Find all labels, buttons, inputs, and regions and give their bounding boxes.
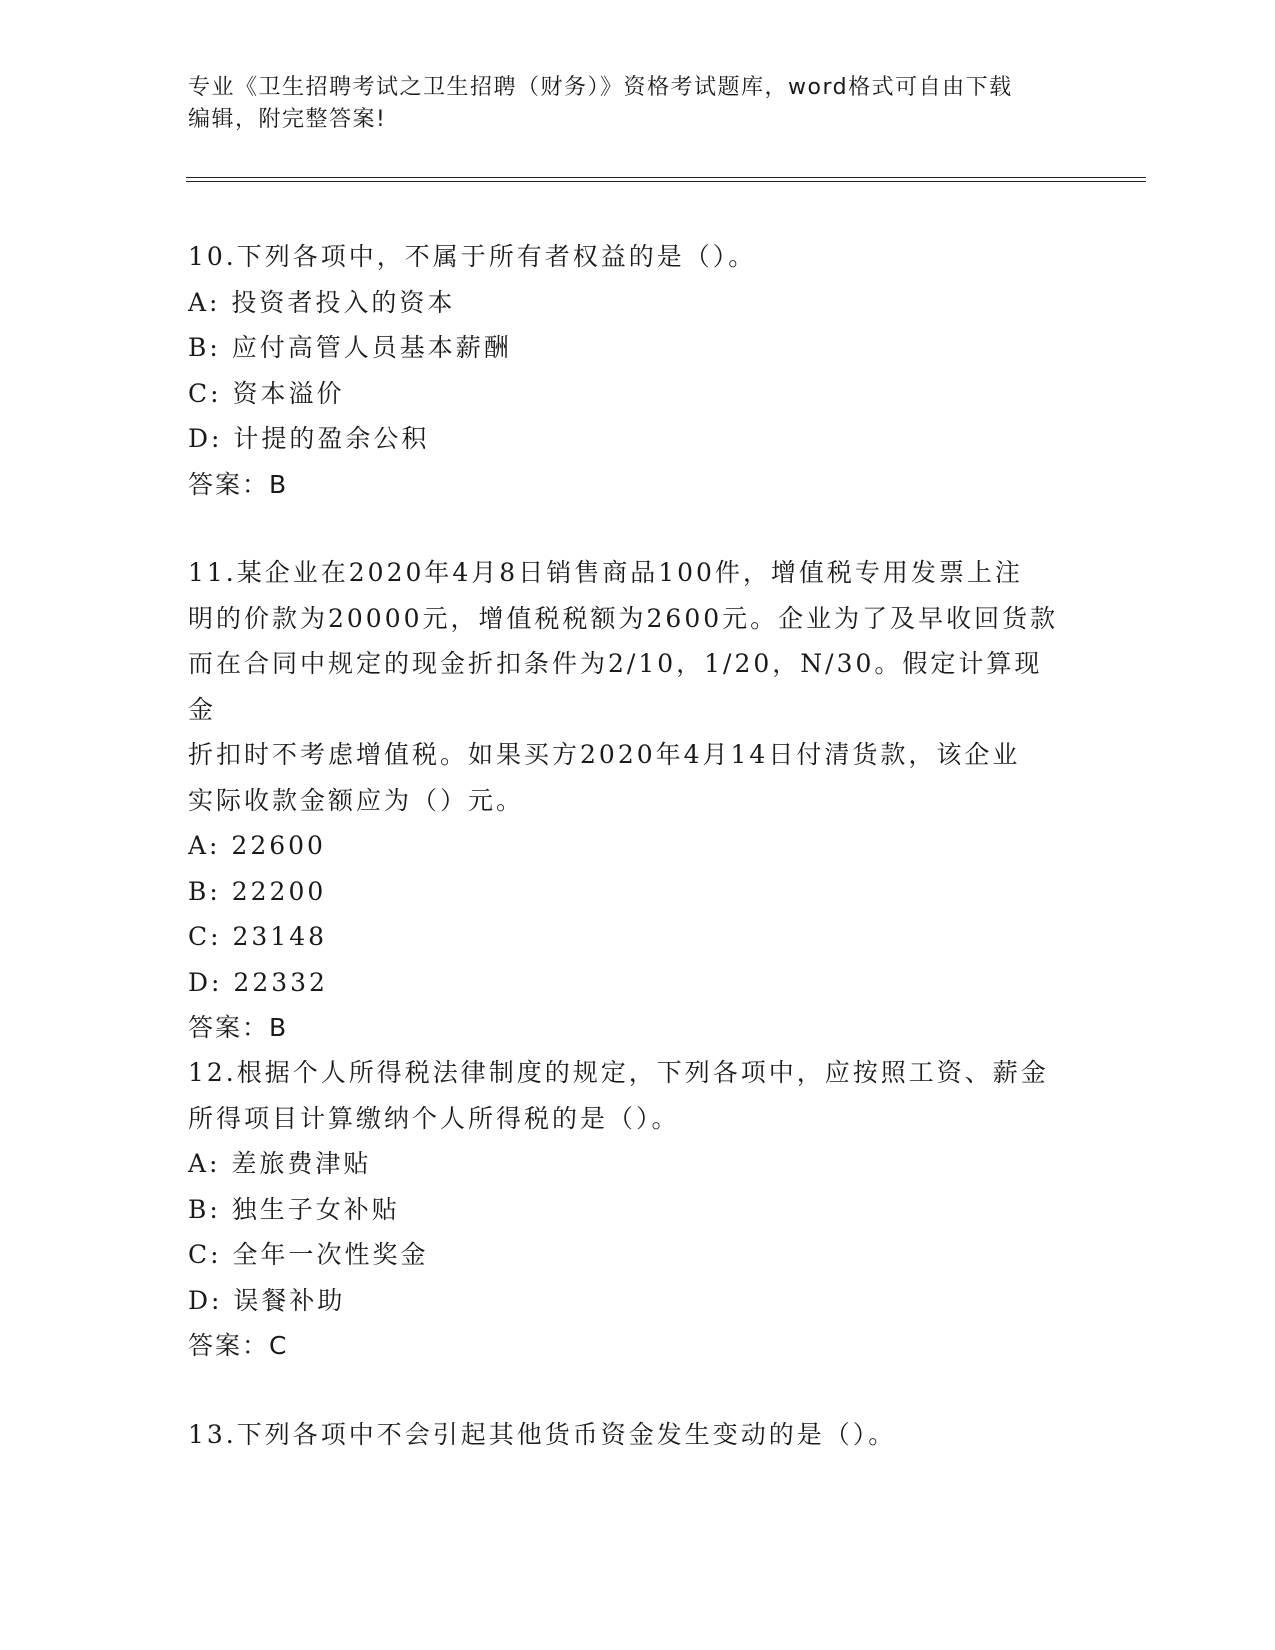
question-stem: 13.下列各项中不会引起其他货币资金发生变动的是（）。: [188, 1420, 897, 1449]
option-c: C: 23148: [188, 922, 328, 951]
option-a: A: 差旅费津贴: [188, 1149, 372, 1178]
question-stem-line: 所得项目计算缴纳个人所得税的是（）。: [188, 1103, 680, 1133]
question-stem-line: 实际收款金额应为（）元。: [188, 785, 525, 815]
option-d: D: 计提的盈余公积: [188, 424, 430, 453]
question-stem-line: 12.根据个人所得税法律制度的规定，下列各项中，应按照工资、薪金: [188, 1058, 1049, 1087]
option-b: B: 22200: [188, 876, 327, 906]
question-12: [188, 1050, 1068, 1369]
question-10: [188, 234, 1068, 507]
question-stem: 10.下列各项中，不属于所有者权益的是（）。: [188, 242, 757, 271]
option-b: B: 应付高管人员基本薪酬: [188, 333, 512, 362]
answer: 答案：B: [188, 469, 289, 499]
option-d: D: 22332: [188, 967, 328, 997]
question-11: [188, 550, 1068, 1051]
header-divider-top: [186, 177, 1146, 178]
document-header: [188, 72, 1088, 136]
question-stem-line: 明的价款为20000元，增值税税额为2600元。企业为了及早收回货款: [188, 603, 1059, 633]
question-stem-line: 而在合同中规定的现金折扣条件为2/10，1/20，N/30。假定计算现金: [188, 649, 1043, 724]
header-line-2: 编辑，附完整答案!: [188, 107, 387, 132]
option-c: C: 资本溢价: [188, 378, 345, 408]
question-stem-line: 折扣时不考虑增值税。如果买方2020年4月14日付清货款，该企业: [188, 740, 1021, 769]
option-c: C: 全年一次性奖金: [188, 1240, 429, 1269]
answer: 答案：C: [188, 1331, 289, 1360]
header-divider-bottom: [186, 181, 1146, 182]
header-line-1: 专业《卫生招聘考试之卫生招聘（财务）》资格考试题库，word格式可自由下载: [188, 75, 1013, 100]
option-d: D: 误餐补助: [188, 1285, 346, 1315]
answer: 答案：B: [188, 1013, 289, 1042]
question-stem-line: 11.某企业在2020年4月8日销售商品100件，增值税专用发票上注: [188, 558, 1023, 587]
option-b: B: 独生子女补贴: [188, 1194, 400, 1224]
question-13: [188, 1412, 1068, 1458]
option-a: A: 22600: [188, 831, 326, 860]
option-a: A: 投资者投入的资本: [188, 287, 456, 317]
